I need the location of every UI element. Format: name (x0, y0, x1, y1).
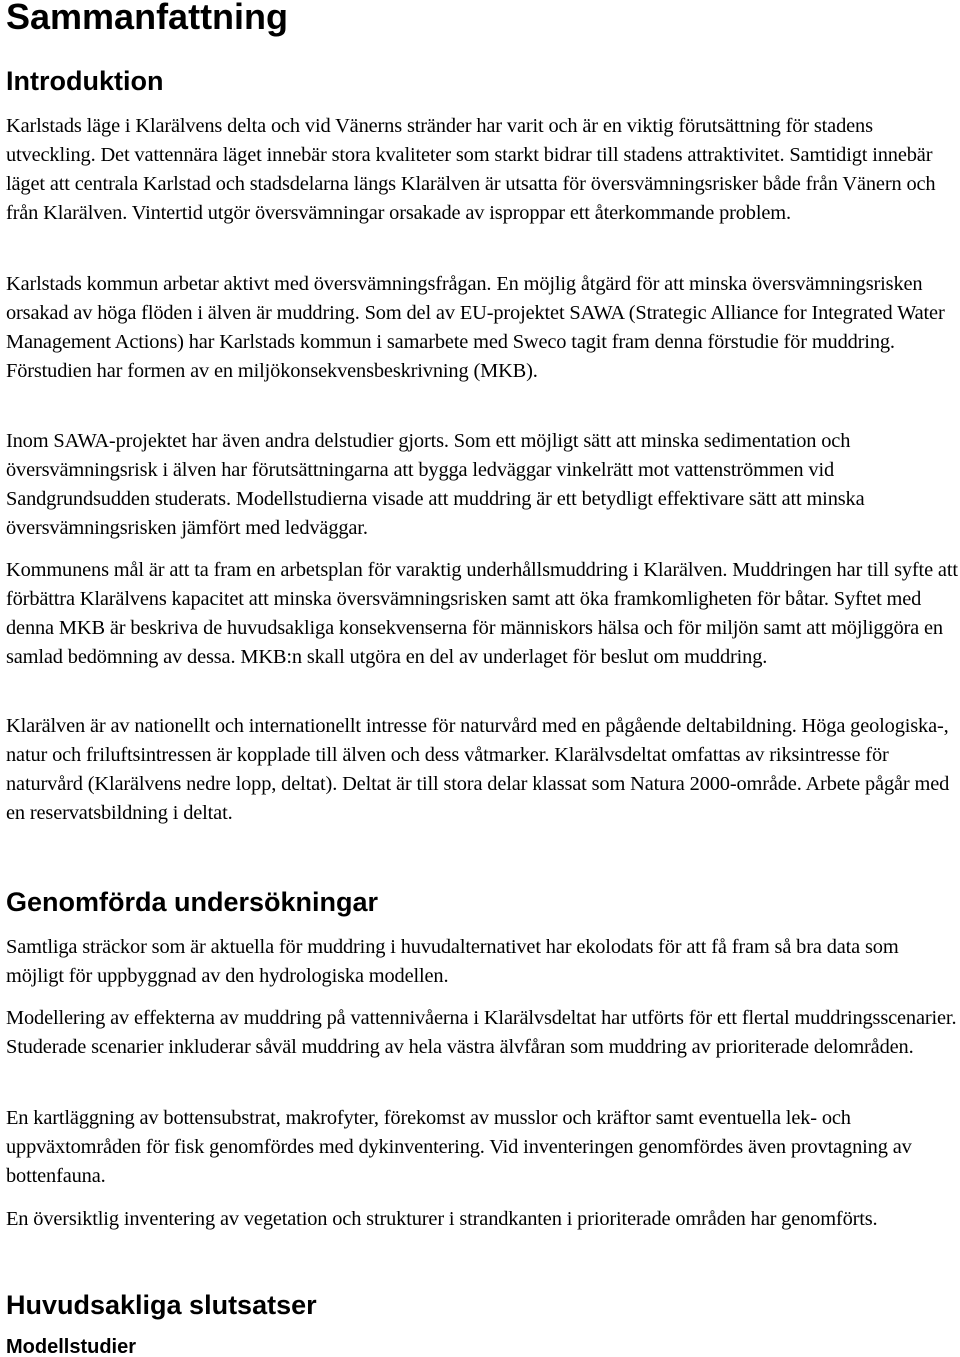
page-title: Sammanfattning (6, 0, 289, 37)
paragraph-intro-2: Karlstads kommun arbetar aktivt med översvämningsfrågan. En möjlig åtgärd för att minska översvämningsrisken orsakad av höga flöden i älven är muddring. Som del av EU-projektet SAWA (Strategic Alliance for Integrated Water Management Actions) har Karlstads kommun i samarbete med Sweco tagit fram denna förstudie för muddring. Förstudien har formen av en miljökonsekvensbeskrivning (MKB). (6, 273, 945, 382)
paragraph-undersokningar-1: Samtliga sträckor som är aktuella för muddring i huvudalternativet har ekolodats för att få fram så bra data som möjligt för uppbyggnad av den hydrologiska modellen. (6, 936, 899, 987)
paragraph-intro-3: Inom SAWA-projektet har även andra delstudier gjorts. Som ett möjligt sätt att minska sedimentation och översvämningsrisk i älven har förutsättningarna att bygga ledväggar vinkelrätt mot vattenströmmen vid Sandgrundsudden studerats. Modellstudierna visade att muddring är ett betydligt effektivare sätt att minska översvämningsrisken jämfört med ledväggar. (6, 430, 865, 539)
paragraph-intro-4: Kommunens mål är att ta fram en arbetsplan för varaktig underhållsmuddring i Klarälven. Muddringen har till syfte att förbättra Klarälvens kapacitet att minska översvämningsrisken samt att öka framkomligheten för båtar. Syftet med denna MKB är beskriva de huvudsakliga konsekvenserna för människors hälsa och för miljön samt att möjliggöra en samlad bedömning av dessa. MKB:n skall utgöra en del av underlaget för beslut om muddring. (6, 559, 958, 668)
section-heading-huvudsakliga-slutsatser: Huvudsakliga slutsatser (6, 1290, 317, 1320)
paragraph-intro-5: Klarälven är av nationellt och internationellt intresse för naturvård med en pågående deltabildning. Höga geologiska-, natur och friluftsintressen är kopplade till älven och dess våtmarker. Klarälvsdeltat omfattas av riksintresse för naturvård (Klarälvens nedre lopp, deltat). Deltat är till stora delar klassat som Natura 2000-område. Arbete pågår med en reservatsbildning i deltat. (6, 715, 950, 824)
section-heading-introduktion: Introduktion (6, 66, 164, 96)
paragraph-undersokningar-2: Modellering av effekterna av muddring på vattennivåerna i Klarälvsdeltat har utförts för ett flertal muddringsscenarier. Studerade scenarier inkluderar såväl muddring av hela västra älvfåran som muddring av prioriterade delområden. (6, 1007, 957, 1058)
paragraph-undersokningar-3: En kartläggning av bottensubstrat, makrofyter, förekomst av musslor och kräftor samt eventuella lek- och uppväxtområden för fisk genomfördes med dykinventering. Vid inventeringen genomfördes även provtagning av bottenfauna. (6, 1107, 912, 1187)
subsection-heading-modellstudier: Modellstudier (6, 1336, 137, 1357)
paragraph-undersokningar-4: En översiktlig inventering av vegetation och strukturer i strandkanten i prioriterade områden har genomförts. (6, 1208, 878, 1230)
section-heading-genomforda-undersokningar: Genomförda undersökningar (6, 887, 379, 917)
paragraph-intro-1: Karlstads läge i Klarälvens delta och vid Vänerns stränder har varit och är en viktig förutsättning för stadens utveckling. Det vattennära läget innebär stora kvaliteter som starkt bidrar till stadens attraktivitet. Samtidigt innebär läget att centrala Karlstad och stadsdelarna längs Klarälven är utsatta för översvämningsrisker både från Vänern och från Klarälven. Vintertid utgör översvämningar orsakade av isproppar ett återkommande problem. (6, 115, 936, 224)
